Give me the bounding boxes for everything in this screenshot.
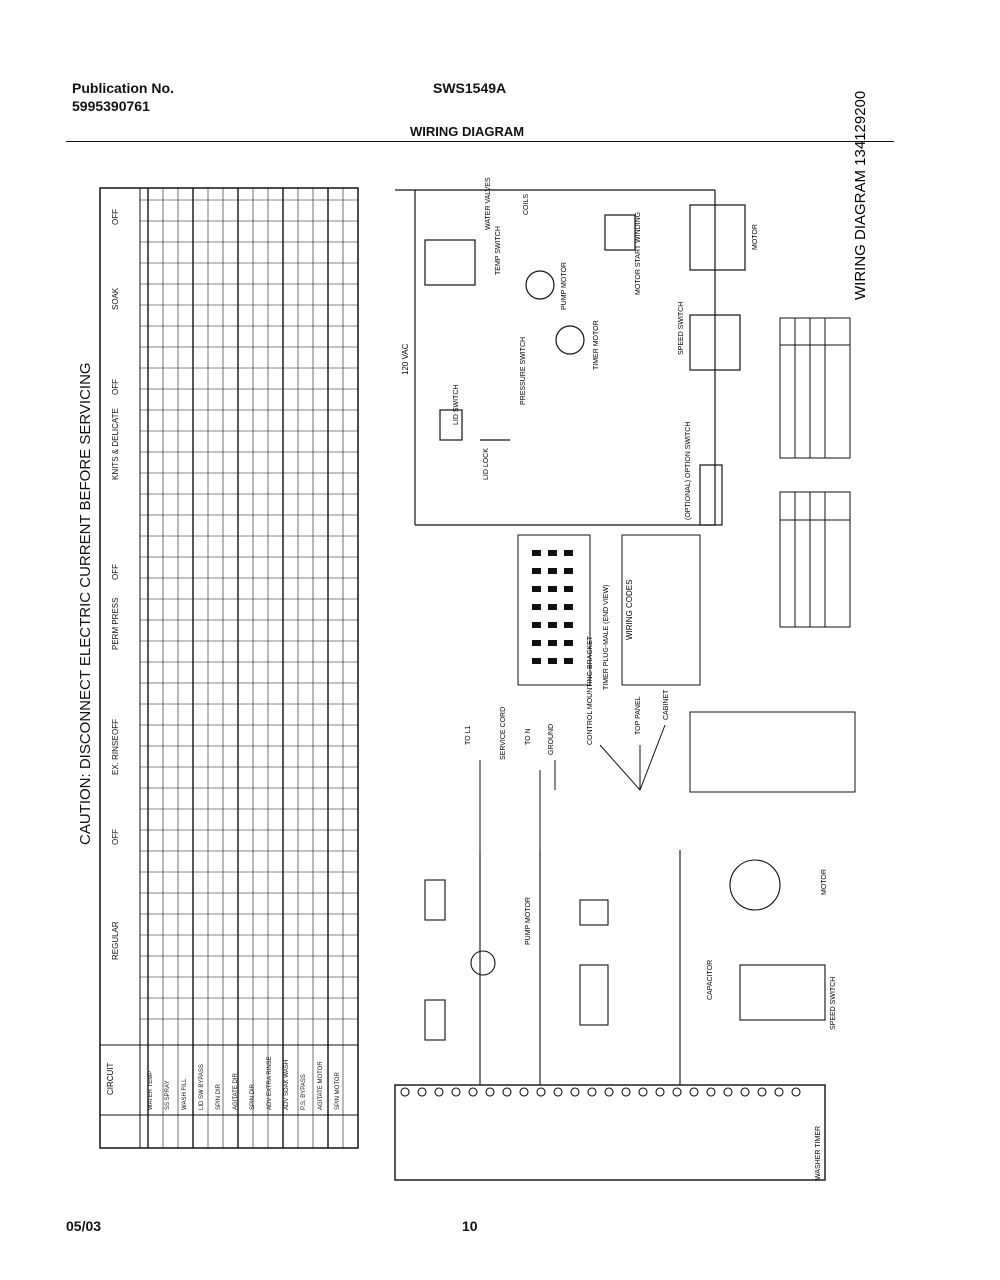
plug-pin bbox=[532, 586, 541, 592]
capacitor-label: CAPACITOR bbox=[707, 959, 714, 1000]
motor-label: MOTOR bbox=[752, 224, 759, 250]
coils-label: COILS bbox=[523, 193, 530, 215]
circuit-label: SS SPRAY bbox=[165, 1080, 171, 1110]
page-title: WIRING DIAGRAM bbox=[410, 124, 525, 139]
cabinet-label: CABINET bbox=[663, 689, 670, 720]
plug-pin bbox=[548, 640, 557, 646]
plug-pin bbox=[564, 640, 573, 646]
service-cord-label: SERVICE CORD bbox=[500, 706, 507, 760]
timer-terminal bbox=[486, 1088, 494, 1096]
publication-number: 5995390761 bbox=[72, 98, 150, 114]
chart-section-label: OFF bbox=[111, 829, 120, 845]
plug-pin bbox=[532, 568, 541, 574]
plug-pin bbox=[532, 550, 541, 556]
speed-switch-label: SPEED SWITCH bbox=[678, 301, 685, 355]
to-l1-label: TO L1 bbox=[465, 725, 472, 745]
speed-switch-table bbox=[780, 318, 850, 458]
timer-terminal bbox=[707, 1088, 715, 1096]
publication-label: Publication No. bbox=[72, 80, 174, 96]
plug-pin bbox=[564, 586, 573, 592]
diagram-id: WIRING DIAGRAM 134129200 bbox=[852, 90, 869, 300]
footer-date: 05/03 bbox=[66, 1218, 102, 1234]
circuit-label: P.S. BYPASS bbox=[301, 1074, 307, 1110]
page-number: 10 bbox=[462, 1218, 478, 1234]
timer-plug-label: TIMER PLUG-MALE (END VIEW) bbox=[603, 584, 610, 690]
water-valves-label: WATER VALVES bbox=[485, 177, 492, 230]
vac-label: 120 VAC bbox=[401, 343, 410, 375]
top-panel-label: TOP PANEL bbox=[635, 696, 642, 735]
chart-section-label: OFF bbox=[111, 379, 120, 395]
chart-section-label: PERM PRESS bbox=[111, 597, 120, 650]
ground-label: GROUND bbox=[548, 723, 555, 755]
lid-switch-label: LID SWITCH bbox=[453, 384, 460, 425]
timer-terminal bbox=[639, 1088, 647, 1096]
chart-section-label: REGULAR bbox=[111, 921, 120, 960]
timer-terminal bbox=[554, 1088, 562, 1096]
timer-terminal bbox=[537, 1088, 545, 1096]
circuit-label: ADV EXTRA RINSE bbox=[267, 1056, 273, 1110]
chart-section-label: KNITS & DELICATE bbox=[111, 408, 120, 480]
timer-terminal bbox=[503, 1088, 511, 1096]
caution-text: CAUTION: DISCONNECT ELECTRIC CURRENT BEFORE SERVICING bbox=[77, 362, 94, 845]
timer-terminal bbox=[571, 1088, 579, 1096]
chart-section-label: SOAK bbox=[111, 287, 120, 310]
circuit-label: WATER TEMP bbox=[148, 1070, 154, 1110]
to-n-label: TO N bbox=[525, 728, 532, 745]
plug-pin bbox=[548, 586, 557, 592]
timer-terminal bbox=[469, 1088, 477, 1096]
circuit-label: SPIN DIR bbox=[216, 1083, 222, 1110]
timer-terminal bbox=[792, 1088, 800, 1096]
timer-terminal bbox=[588, 1088, 596, 1096]
timer-terminal bbox=[520, 1088, 528, 1096]
timer-terminal bbox=[401, 1088, 409, 1096]
pressure-switch-label: PRESSURE SWITCH bbox=[520, 336, 527, 405]
circuit-label: SPIN MOTOR bbox=[335, 1072, 341, 1110]
temp-switch-table bbox=[780, 492, 850, 627]
timer-terminal bbox=[775, 1088, 783, 1096]
circuit-label: LID SW BYPASS bbox=[199, 1064, 205, 1110]
motor-start-label: MOTOR START WINDING bbox=[635, 211, 642, 295]
timer-terminal bbox=[605, 1088, 613, 1096]
plug-pin bbox=[532, 622, 541, 628]
pump-motor-pict-label: PUMP MOTOR bbox=[525, 897, 532, 945]
timer-terminal bbox=[673, 1088, 681, 1096]
plug-pin bbox=[564, 658, 573, 664]
chart-section-label: OFF bbox=[111, 209, 120, 225]
ladder-schematic bbox=[395, 190, 745, 525]
washer-timer-label: WASHER TIMER bbox=[815, 1125, 822, 1180]
chart-section-label: OFF bbox=[111, 719, 120, 735]
plug-pin bbox=[564, 622, 573, 628]
circuit-label: AGITATE DIR bbox=[233, 1073, 239, 1110]
timer-terminal bbox=[724, 1088, 732, 1096]
speed-switch-pict-label: SPEED SWITCH bbox=[830, 976, 837, 1030]
circuit-label: SPIN DIR bbox=[250, 1083, 256, 1110]
bracket-label: CONTROL MOUNTING BRACKET bbox=[587, 635, 594, 745]
plug-pin bbox=[548, 550, 557, 556]
plug-pin bbox=[548, 604, 557, 610]
motor-pict-label: MOTOR bbox=[821, 869, 828, 895]
lid-lock-label: LID LOCK bbox=[483, 448, 490, 480]
model-number: SWS1549A bbox=[433, 80, 507, 96]
circuit-header: CIRCUIT bbox=[106, 1062, 115, 1095]
pictorial-wiring bbox=[395, 850, 825, 1180]
timer-terminal bbox=[758, 1088, 766, 1096]
temp-switch-label: TEMP SWITCH bbox=[495, 226, 502, 275]
chart-section-label: EX. RINSE bbox=[111, 735, 120, 775]
circuit-label: AGITATE MOTOR bbox=[318, 1061, 324, 1110]
circuit-label: WASH FILL bbox=[182, 1078, 188, 1110]
plug-pin bbox=[564, 550, 573, 556]
timer-motor-label: TIMER MOTOR bbox=[593, 320, 600, 370]
timer-terminal bbox=[656, 1088, 664, 1096]
timer-terminal bbox=[741, 1088, 749, 1096]
option-switch-label: (OPTIONAL) OPTION SWITCH bbox=[685, 421, 692, 520]
ground-wiring bbox=[480, 712, 855, 850]
circuit-label: ADV SOAK WASH bbox=[284, 1059, 290, 1110]
timer-terminal bbox=[622, 1088, 630, 1096]
plug-pin bbox=[564, 604, 573, 610]
plug-pin bbox=[532, 604, 541, 610]
timer-terminal bbox=[435, 1088, 443, 1096]
plug-pin bbox=[548, 622, 557, 628]
plug-pin bbox=[548, 568, 557, 574]
wiring-codes-title: WIRING CODES bbox=[625, 579, 634, 640]
timer-chart bbox=[100, 188, 358, 1148]
chart-section-label: OFF bbox=[111, 564, 120, 580]
plug-pin bbox=[532, 658, 541, 664]
plug-pin bbox=[548, 658, 557, 664]
plug-pin bbox=[564, 568, 573, 574]
timer-terminal bbox=[452, 1088, 460, 1096]
pump-motor-label: PUMP MOTOR bbox=[561, 262, 568, 310]
timer-terminal bbox=[690, 1088, 698, 1096]
timer-terminal bbox=[418, 1088, 426, 1096]
plug-pin bbox=[532, 640, 541, 646]
